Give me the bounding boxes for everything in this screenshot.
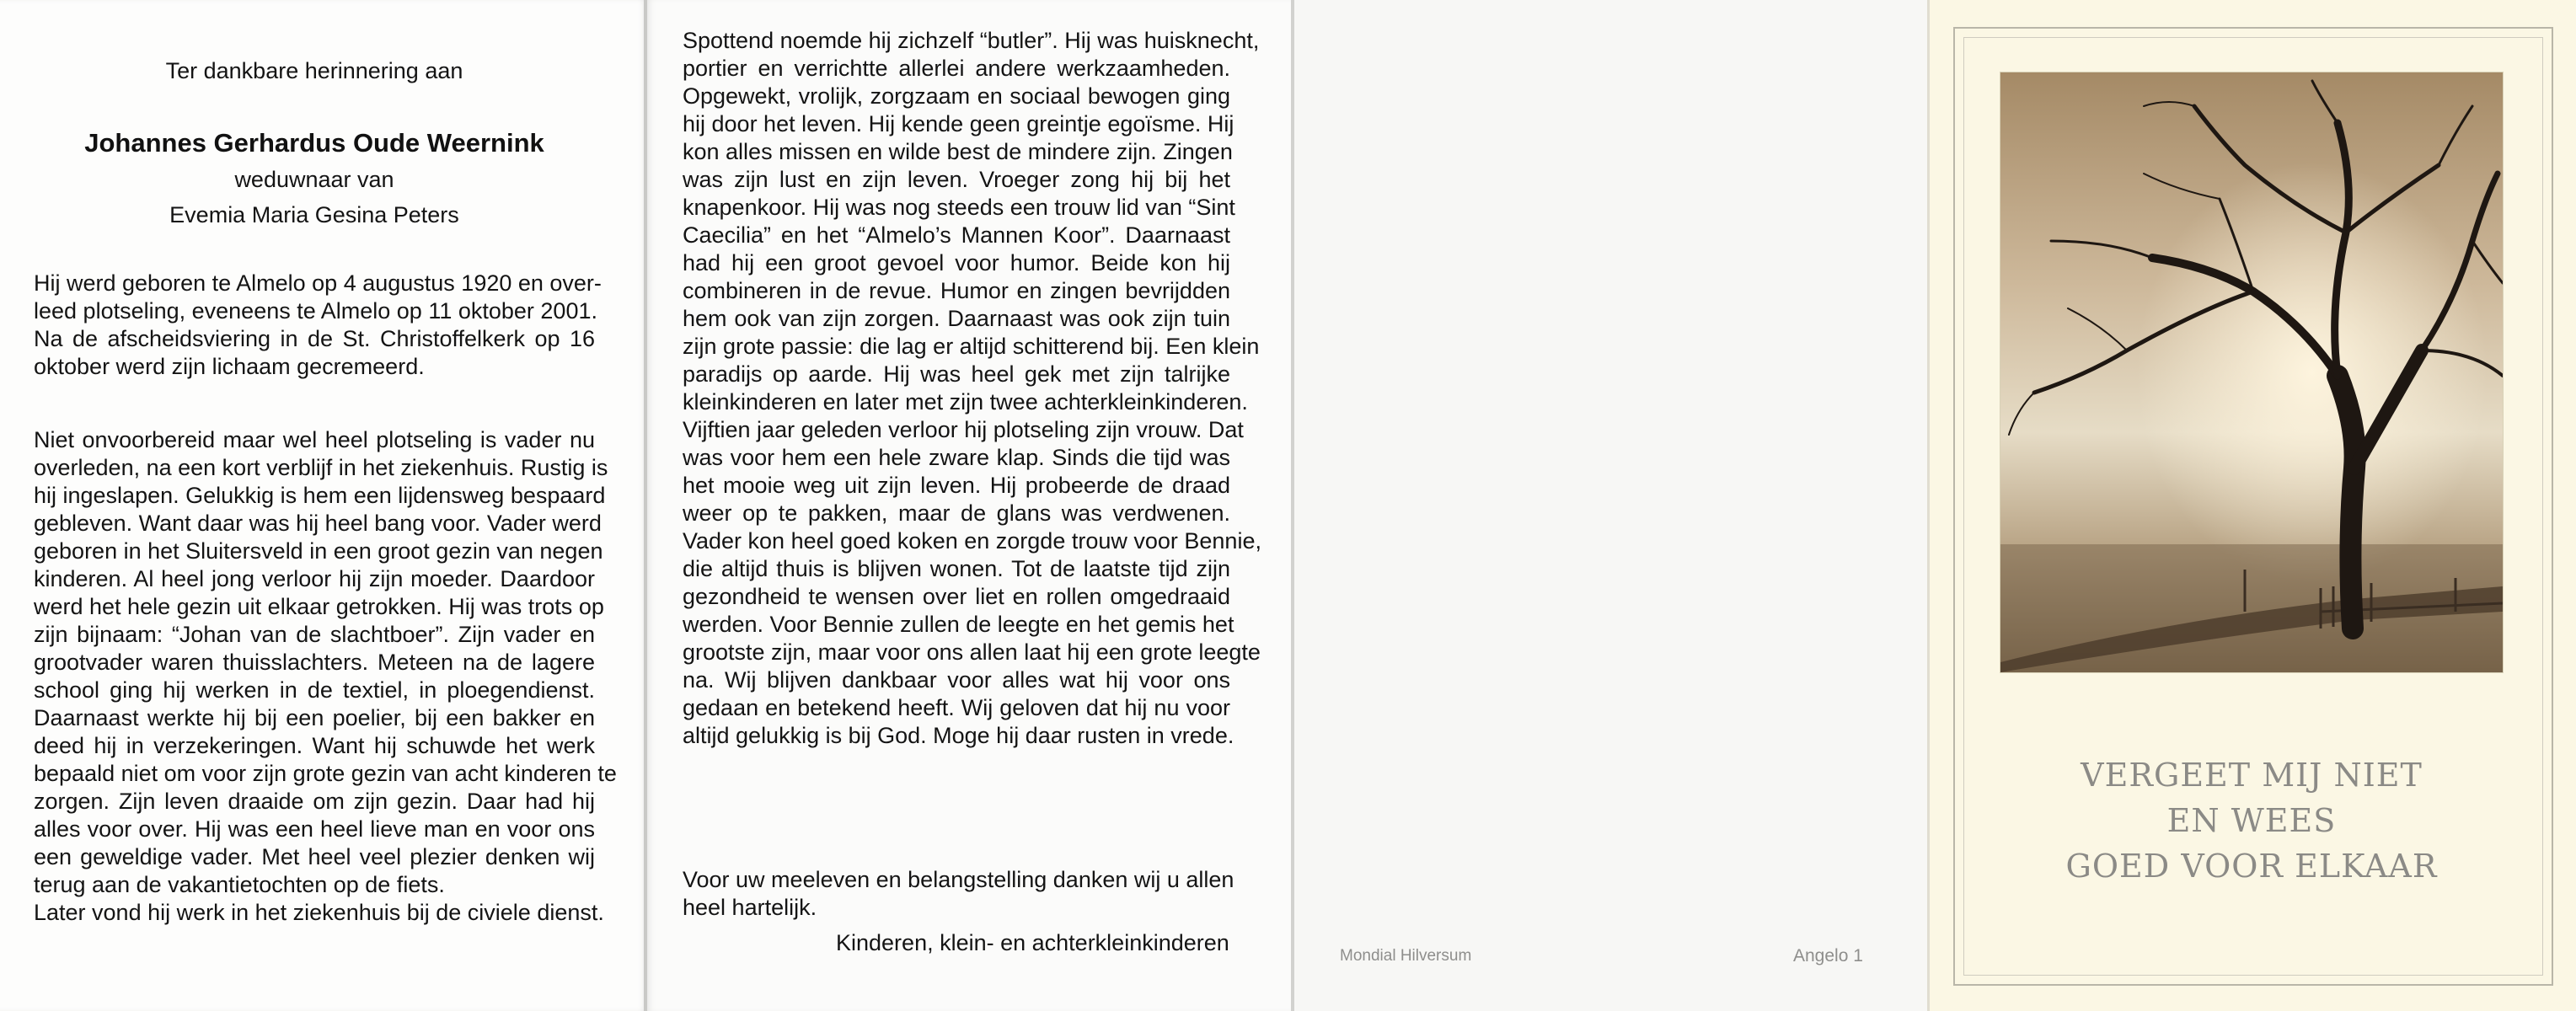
text-line: hem ook van zijn zorgen. Daarnaast was ook zijn tuin — [683, 306, 1230, 331]
text-line: knapenkoor. Hij was nog steeds een trouw lid van “Sint — [683, 195, 1235, 220]
text-line: die altijd thuis is blijven wonen. Tot de laatste tijd zijn — [683, 556, 1230, 581]
spouse-name: Evemia Maria Gesina Peters — [169, 202, 459, 227]
text-line: leed plotseling, eveneens te Almelo op 11 oktober 2001. — [34, 298, 597, 324]
text-line: het mooie weg uit zijn leven. Hij probeerde de draad — [683, 473, 1230, 498]
birth-death-paragraph — [34, 270, 602, 381]
text-line: Opgewekt, vrolijk, zorgzaam en sociaal bewogen ging — [683, 83, 1230, 109]
text-line: heel hartelijk. — [683, 895, 817, 920]
text-line: bepaald niet om voor zijn grote gezin van acht kinderen te — [34, 761, 617, 786]
family-signature: Kinderen, klein- en achterkleinkinderen — [836, 930, 1229, 955]
deceased-name: Johannes Gerhardus Oude Weernink — [84, 128, 544, 158]
verse-line: VERGEET MIJ NIET — [2081, 757, 2423, 794]
text-line: overleden, na een kort verblijf in het ziekenhuis. Rustig is — [34, 455, 608, 480]
text-line: zijn bijnaam: “Johan van de slachtboer”. Zijn vader en — [34, 622, 595, 647]
text-line: werd het hele gezin uit elkaar getrokken. Hij was trots op — [34, 594, 604, 619]
text-line: deed hij in verzekeringen. Want hij schuwde het werk — [34, 733, 595, 758]
text-line: gedaan en betekend heeft. Wij geloven dat hij nu voor — [683, 695, 1230, 720]
fold-seam — [1927, 0, 1930, 1011]
text-line: Voor uw meeleven en belangstelling danken wij u allen — [683, 867, 1234, 892]
text-line: terug aan de vakantietochten op de fiets. — [34, 872, 445, 897]
text-line: Hij werd geboren te Almelo op 4 augustus 1920 en over- — [34, 270, 602, 296]
biography-continued-paragraph — [683, 27, 1261, 750]
memorial-heading: Ter dankbare herinnering aan — [165, 58, 463, 83]
text-line: grootste zijn, maar voor ons allen laat hij een grote leegte — [683, 639, 1261, 665]
thanks-paragraph — [683, 866, 1234, 922]
text-line: combineren in de revue. Humor en zingen bevrijdden — [683, 278, 1230, 303]
fold-seam — [1291, 0, 1294, 1011]
text-line: Caecilia” en het “Almelo’s Mannen Koor”. Daarnaast — [683, 222, 1230, 248]
text-line: was voor hem een hele zware klap. Sinds die tijd was — [683, 445, 1230, 470]
text-line: alles voor over. Hij was een heel lieve man en voor ons — [34, 816, 595, 842]
publisher-name: Mondial Hilversum — [1340, 947, 1472, 965]
text-line: paradijs op aarde. Hij was heel gek met zijn talrijke — [683, 361, 1230, 387]
text-line: Later vond hij werk in het ziekenhuis bij de civiele dienst. — [34, 900, 604, 925]
text-line: Daarnaast werkte hij bij een poelier, bij een bakker en — [34, 705, 595, 730]
text-line: zorgen. Zijn leven draaide om zijn gezin. Daar had hij — [34, 789, 595, 814]
tree-landscape-photo — [2000, 72, 2503, 672]
text-line: school ging hij werken in de textiel, in ploegendienst. — [34, 677, 595, 703]
card-code: Angelo 1 — [1793, 946, 1863, 966]
fold-seam — [644, 0, 647, 1011]
text-line: een geweldige vader. Met heel veel plezier denken wij — [34, 844, 595, 869]
text-line: oktober werd zijn lichaam gecremeerd. — [34, 354, 425, 379]
text-line: gebleven. Want daar was hij heel bang voor. Vader werd — [34, 511, 602, 536]
widow-line: weduwnaar van — [234, 167, 394, 192]
biography-paragraph — [34, 426, 617, 927]
text-line: kon alles missen en wilde best de mindere zijn. Zingen — [683, 139, 1233, 164]
text-line: na. Wij blijven dankbaar voor alles wat hij voor ons — [683, 667, 1230, 693]
text-line: kleinkinderen en later met zijn twee achterkleinkinderen. — [683, 389, 1248, 415]
text-line: altijd gelukkig is bij God. Moge hij daar rusten in vrede. — [683, 723, 1234, 748]
text-line: hij door het leven. Hij kende geen greintje egoïsme. Hij — [683, 111, 1234, 136]
back-cover-panel — [1294, 0, 1930, 1011]
text-line: hij ingeslapen. Gelukkig is hem een lijdensweg bespaard — [34, 483, 606, 508]
text-line: kinderen. Al heel jong verloor hij zijn moeder. Daardoor — [34, 566, 595, 591]
verse-line: EN WEES — [2166, 802, 2337, 839]
text-line: geboren in het Sluitersveld in een groot gezin van negen — [34, 538, 603, 564]
text-line: grootvader waren thuisslachters. Meteen na de lagere — [34, 650, 595, 675]
text-line: was zijn lust en zijn leven. Vroeger zong hij bij het — [683, 167, 1230, 192]
text-line: portier en verrichtte allerlei andere werkzaamheden. — [683, 56, 1230, 81]
text-line: werden. Voor Bennie zullen de leegte en het gemis het — [683, 612, 1234, 637]
text-line: weer op te pakken, maar de glans was verdwenen. — [683, 500, 1230, 526]
text-line: had hij een groot gevoel voor humor. Beide kon hij — [683, 250, 1230, 275]
text-line: Na de afscheidsviering in de St. Christoffelkerk op 16 — [34, 326, 595, 351]
text-line: Spottend noemde hij zichzelf “butler”. Hij was huisknecht, — [683, 28, 1260, 53]
text-line: Vader kon heel goed koken en zorgde trouw voor Bennie, — [683, 528, 1261, 554]
verse-line: GOED VOOR ELKAAR — [2065, 848, 2438, 885]
text-line: Vijftien jaar geleden verloor hij plotseling zijn vrouw. Dat — [683, 417, 1244, 442]
text-line: Niet onvoorbereid maar wel heel plotseling is vader nu — [34, 427, 595, 452]
text-line: gezondheid te wensen over liet en rollen omgedraaid — [683, 584, 1230, 609]
text-line: zijn grote passie: die lag er altijd schitterend bij. Een klein — [683, 334, 1260, 359]
